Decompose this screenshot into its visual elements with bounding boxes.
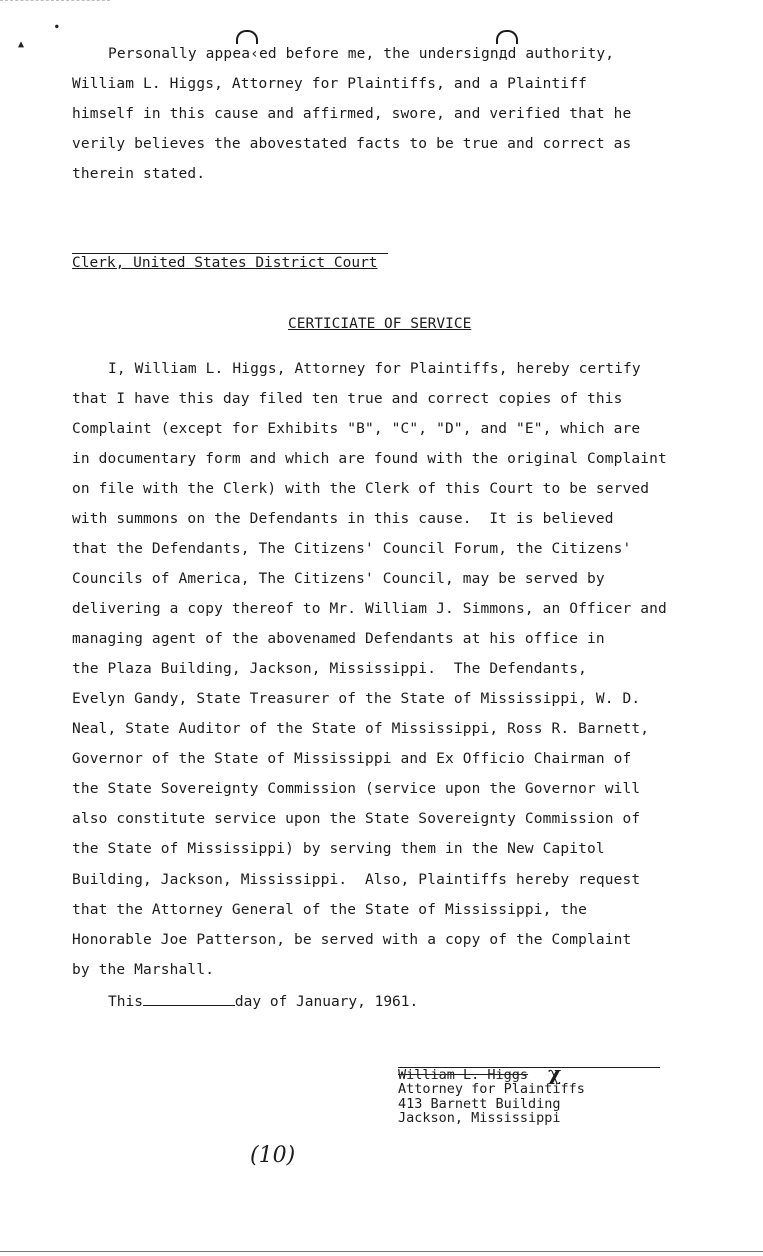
certificate-line: also constitute service upon the State Sovereignty Commission of: [72, 811, 641, 827]
certificate-line: the State Sovereignty Commission (service upon the Governor will: [72, 781, 641, 797]
scan-bottom-edge: [0, 1251, 763, 1252]
certificate-line: that the Attorney General of the State of Mississippi, the: [72, 902, 588, 918]
punch-hole-mark: [236, 30, 258, 44]
affidavit-line: verily believes the abovestated facts to be true and correct as: [72, 136, 632, 152]
affidavit-line: therein stated.: [72, 166, 206, 182]
certificate-heading: CERTICIATE OF SERVICE: [288, 316, 472, 332]
certificate-line: by the Marshall.: [72, 962, 215, 978]
date-blank: [143, 991, 235, 1006]
certificate-line: the State of Mississippi) by serving them in the New Capitol: [72, 841, 605, 857]
certificate-line: the Plaza Building, Jackson, Mississippi. The Defendants,: [72, 661, 588, 677]
clerk-signature-label: Clerk, United States District Court: [72, 255, 378, 271]
handwritten-initial-mark: χ: [548, 1061, 562, 1085]
date-suffix: day of January, 1961.: [234, 994, 419, 1010]
certificate-line: Councils of America, The Citizens' Council, may be served by: [72, 571, 605, 587]
date-line: [108, 991, 418, 1011]
punch-hole-mark: [496, 30, 518, 44]
certificate-line: Complaint (except for Exhibits "B", "C", "D", and "E", which are: [72, 421, 641, 437]
signature-title: Attorney for Plaintiffs: [398, 1081, 585, 1097]
certificate-line: Governor of the State of Mississippi and Ex Officio Chairman of: [72, 751, 632, 767]
affidavit-line: himself in this cause and affirmed, swore, and verified that he: [72, 106, 632, 122]
certificate-line: that I have this day filed ten true and correct copies of this: [72, 391, 623, 407]
certificate-line: Neal, State Auditor of the State of Mississippi, Ross R. Barnett,: [72, 721, 650, 737]
scan-speck: ▲: [18, 39, 25, 50]
signature-address-line: 413 Barnett Building: [398, 1096, 561, 1112]
signature-address-line: Jackson, Mississippi: [398, 1110, 561, 1126]
signature-name: William L. Higgs: [398, 1067, 529, 1083]
certificate-line: Building, Jackson, Mississippi. Also, Plaintiffs hereby request: [72, 872, 641, 888]
certificate-line: with summons on the Defendants in this cause. It is believed: [72, 511, 614, 527]
affidavit-line: Personally appea‹ed before me, the undersignдd authority,: [108, 46, 615, 62]
certificate-line: Evelyn Gandy, State Treasurer of the State of Mississippi, W. D.: [72, 691, 641, 707]
certificate-line: delivering a copy thereof to Mr. William J. Simmons, an Officer and: [72, 601, 667, 617]
certificate-line: on file with the Clerk) with the Clerk of this Court to be served: [72, 481, 650, 497]
certificate-line: managing agent of the abovenamed Defendants at his office in: [72, 631, 605, 647]
certificate-line: I, William L. Higgs, Attorney for Plaintiffs, hereby certify: [108, 361, 641, 377]
scan-speck: ●: [55, 23, 59, 30]
date-prefix: This: [108, 994, 143, 1010]
affidavit-line: William L. Higgs, Attorney for Plaintiffs, and a Plaintiff: [72, 76, 588, 92]
certificate-line: in documentary form and which are found with the original Complaint: [72, 451, 667, 467]
scan-edge-dashes: [0, 0, 110, 2]
page-number: (10): [250, 1143, 296, 1168]
certificate-line: Honorable Joe Patterson, be served with a copy of the Complaint: [72, 932, 632, 948]
certificate-line: that the Defendants, The Citizens' Council Forum, the Citizens': [72, 541, 632, 557]
